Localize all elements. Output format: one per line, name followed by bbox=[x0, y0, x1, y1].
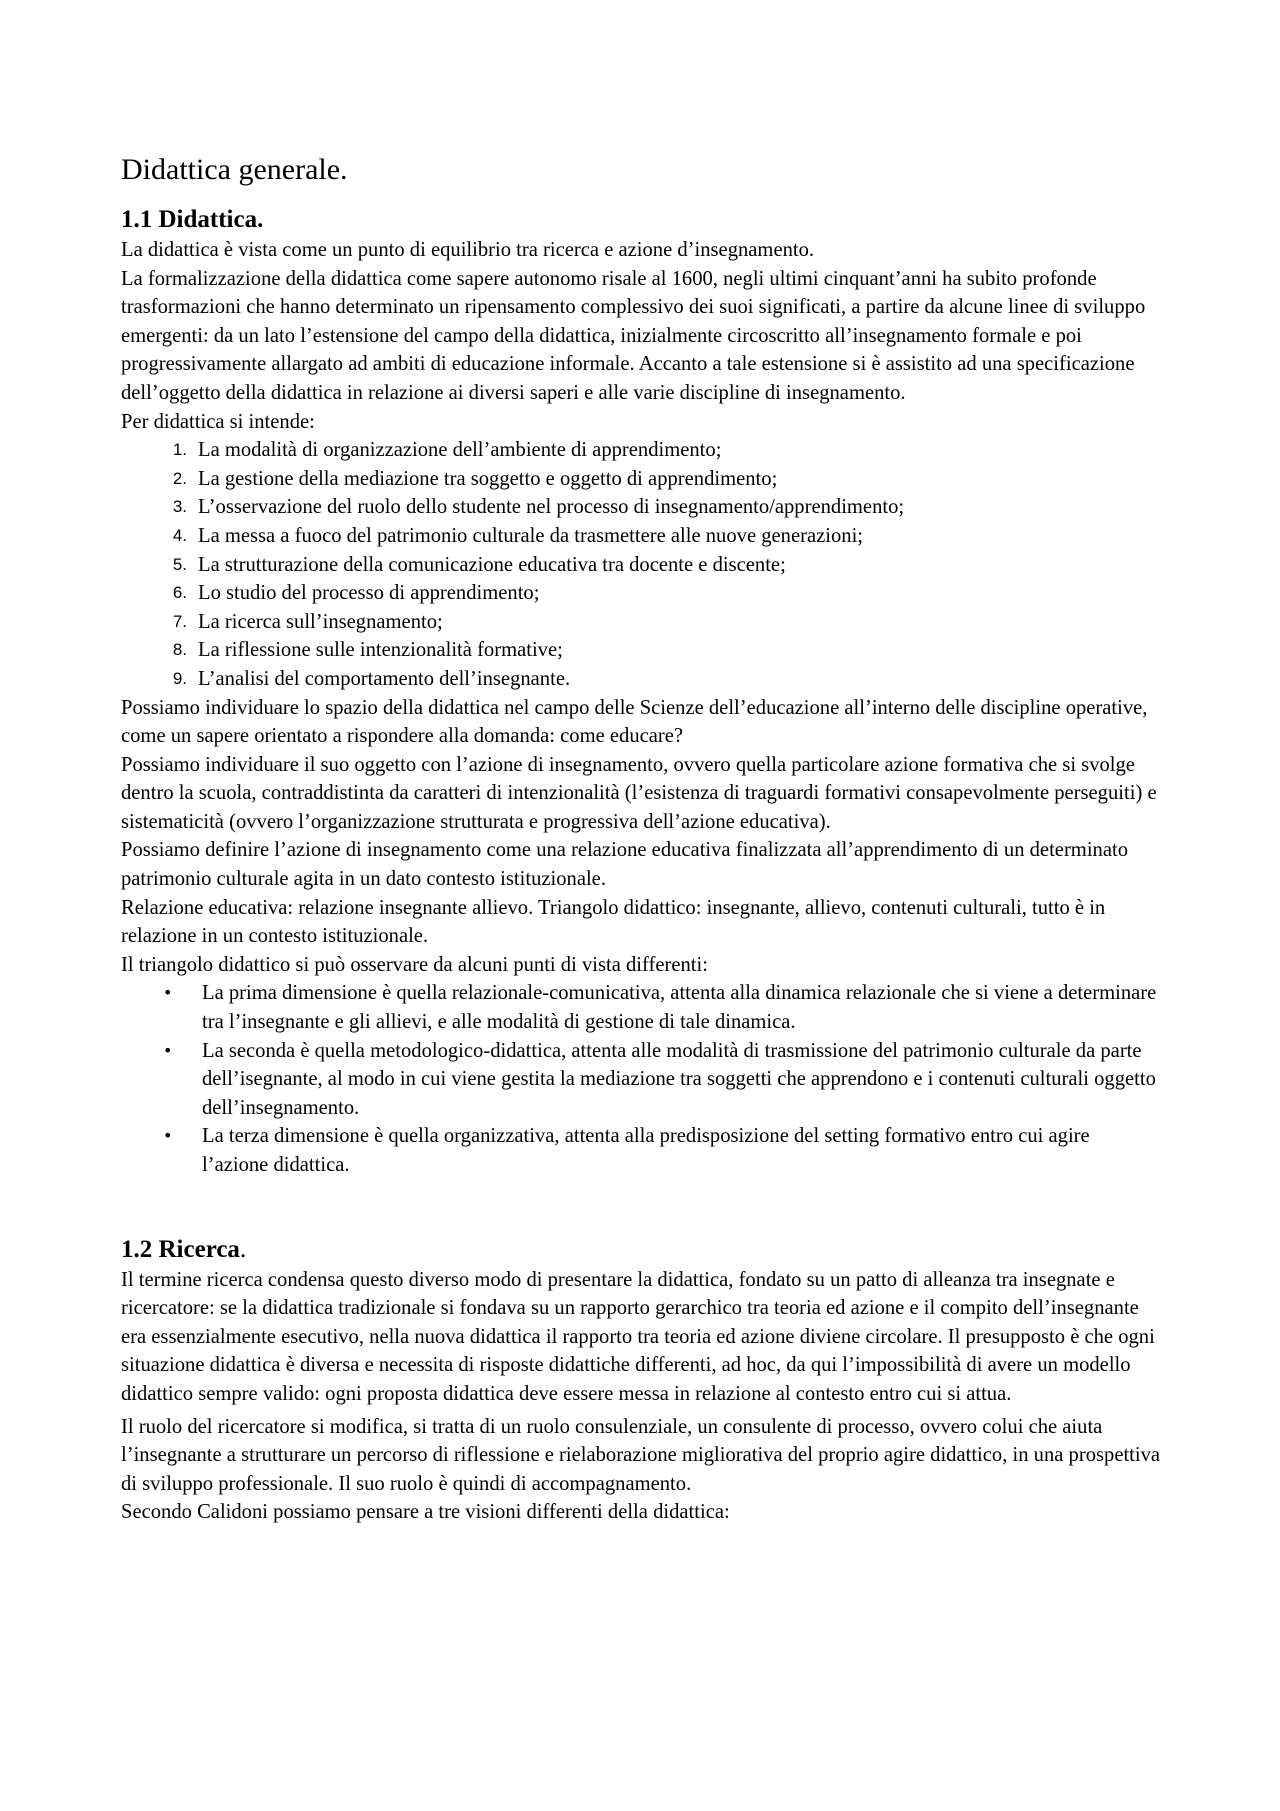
paragraph: Possiamo individuare il suo oggetto con l’azione di insegnamento, ovvero quella particolare azione formativa che si svolge dentro la scuola, contraddistinta da caratteri di intenzionalità (l’esistenza di traguardi formativi consapevolmente perseguiti) e sistematicità (ovvero l’organizzazione strutturata e progressiva dell’azione educativa). bbox=[121, 753, 1157, 833]
list-item-text: La gestione della mediazione tra soggetto e oggetto di apprendimento; bbox=[198, 467, 778, 490]
bullet-list bbox=[121, 979, 1161, 1179]
list-number: 4. bbox=[172, 525, 187, 545]
paragraph: Il triangolo didattico si può osservare da alcuni punti di vista differenti: bbox=[121, 953, 708, 976]
bullet-item bbox=[121, 979, 1161, 1036]
list-item bbox=[121, 551, 1161, 580]
list-number: 8. bbox=[172, 640, 187, 660]
list-item bbox=[121, 579, 1161, 608]
section-heading-didattica: 1.1 Didattica. bbox=[121, 206, 264, 233]
list-item bbox=[121, 465, 1161, 494]
list-item-text: La strutturazione della comunicazione educativa tra docente e discente; bbox=[198, 553, 786, 576]
section-spacer bbox=[121, 1180, 1161, 1234]
document-title: Didattica generale. bbox=[121, 153, 348, 186]
list-number: 1. bbox=[172, 440, 187, 460]
list-item-text: La ricerca sull’insegnamento; bbox=[198, 610, 443, 633]
bullet-icon: • bbox=[163, 983, 173, 1003]
list-item bbox=[121, 636, 1161, 665]
bullet-item-text: La seconda è quella metodologico-didattica, attenta alle modalità di trasmissione del patrimonio culturale da parte dell’isegnante, al modo in cui viene gestita la mediazione tra soggetti che apprendono e i contenuti culturali oggetto dell’insegnamento. bbox=[202, 1039, 1156, 1119]
list-item bbox=[121, 608, 1161, 637]
list-item-text: La modalità di organizzazione dell’ambiente di apprendimento; bbox=[198, 439, 722, 462]
paragraph: Per didattica si intende: bbox=[121, 410, 315, 433]
paragraph: Possiamo definire l’azione di insegnamento come una relazione educativa finalizzata all’apprendimento di un determinato patrimonio culturale agita in un dato contesto istituzionale. bbox=[121, 839, 1128, 891]
list-item bbox=[121, 493, 1161, 522]
list-number: 3. bbox=[172, 497, 187, 517]
section-heading-text: 1.2 Ricerca bbox=[121, 1235, 240, 1263]
paragraph: Possiamo individuare lo spazio della didattica nel campo delle Scienze dell’educazione all’interno delle discipline operative, come un sapere orientato a rispondere alla domanda: come educare? bbox=[121, 696, 1148, 748]
paragraph: La formalizzazione della didattica come sapere autonomo risale al 1600, negli ultimi cinquant’anni ha subito profonde trasformazioni che hanno determinato un ripensamento complessivo dei suoi significati, a partire da alcune linee di sviluppo emergenti: da un lato l’estensione del campo della didattica, inizialmente circoscritto all’insegnamento formale e poi progressivamente allargato ad ambiti di educazione informale. Accanto a tale estensione si è assistito ad una specificazione dell’oggetto della didattica in relazione ai diversi saperi e alle varie discipline di insegnamento. bbox=[121, 267, 1146, 404]
list-number: 5. bbox=[172, 554, 187, 574]
bullet-item bbox=[121, 1122, 1161, 1179]
bullet-item-text: La prima dimensione è quella relazionale-comunicativa, attenta alla dinamica relazionale che si viene a determinare tra l’insegnante e gli allievi, e alle modalità di gestione di tale dinamica. bbox=[202, 982, 1157, 1034]
bullet-item bbox=[121, 1037, 1161, 1123]
list-item bbox=[121, 436, 1161, 465]
document-page bbox=[121, 150, 1161, 1527]
list-item-text: L’analisi del comportamento dell’insegnante. bbox=[198, 667, 571, 690]
paragraph: La didattica è vista come un punto di equilibrio tra ricerca e azione d’insegnamento. bbox=[121, 239, 815, 261]
list-item bbox=[121, 522, 1161, 551]
list-item-text: L’osservazione del ruolo dello studente nel processo di insegnamento/apprendimento; bbox=[198, 496, 905, 519]
section-heading-ricerca bbox=[121, 1234, 1161, 1266]
paragraph: Il ruolo del ricercatore si modifica, si tratta di un ruolo consulenziale, un consulente di processo, ovvero colui che aiuta l’insegnante a strutturare un percorso di riflessione e rielaborazione migliorativa del proprio agire didattico, in una prospettiva di sviluppo professionale. Il suo ruolo è quindi di accompagnamento. bbox=[121, 1415, 1161, 1495]
list-item-text: Lo studio del processo di apprendimento; bbox=[198, 582, 540, 605]
bullet-icon: • bbox=[163, 1126, 173, 1146]
list-number: 9. bbox=[172, 668, 187, 688]
bullet-icon: • bbox=[163, 1040, 173, 1060]
list-item bbox=[121, 665, 1161, 694]
list-item-text: La messa a fuoco del patrimonio culturale da trasmettere alle nuove generazioni; bbox=[198, 524, 864, 547]
paragraph: Relazione educativa: relazione insegnante allievo. Triangolo didattico: insegnante, allievo, contenuti culturali, tutto è in relazione in un contesto istituzionale. bbox=[121, 896, 1106, 948]
list-number: 2. bbox=[172, 468, 187, 488]
paragraph: Il termine ricerca condensa questo diverso modo di presentare la didattica, fondato su un patto di alleanza tra insegnate e ricercatore: se la didattica tradizionale si fondava su un rapporto gerarchico tra teoria ed azione e il compito dell’insegnante era essenzialmente esecutivo, nella nuova didattica il rapporto tra teoria ed azione diviene circolare. Il presupposto è che ogni situazione didattica è diversa e necessita di risposte didattiche differenti, ad hoc, da qui l’impossibilità di avere un modello didattico sempre valido: ogni proposta didattica deve essere messa in relazione al contesto entro cui si attua. bbox=[121, 1268, 1155, 1405]
section-heading-dot: . bbox=[239, 1235, 247, 1263]
list-number: 6. bbox=[172, 583, 187, 603]
list-item-text: La riflessione sulle intenzionalità formative; bbox=[198, 639, 563, 662]
bullet-item-text: La terza dimensione è quella organizzativa, attenta alla predisposizione del setting formativo entro cui agire l’azione didattica. bbox=[202, 1125, 1090, 1176]
paragraph: Secondo Calidoni possiamo pensare a tre visioni differenti della didattica: bbox=[121, 1501, 730, 1524]
list-number: 7. bbox=[172, 611, 187, 631]
numbered-list bbox=[121, 436, 1161, 693]
